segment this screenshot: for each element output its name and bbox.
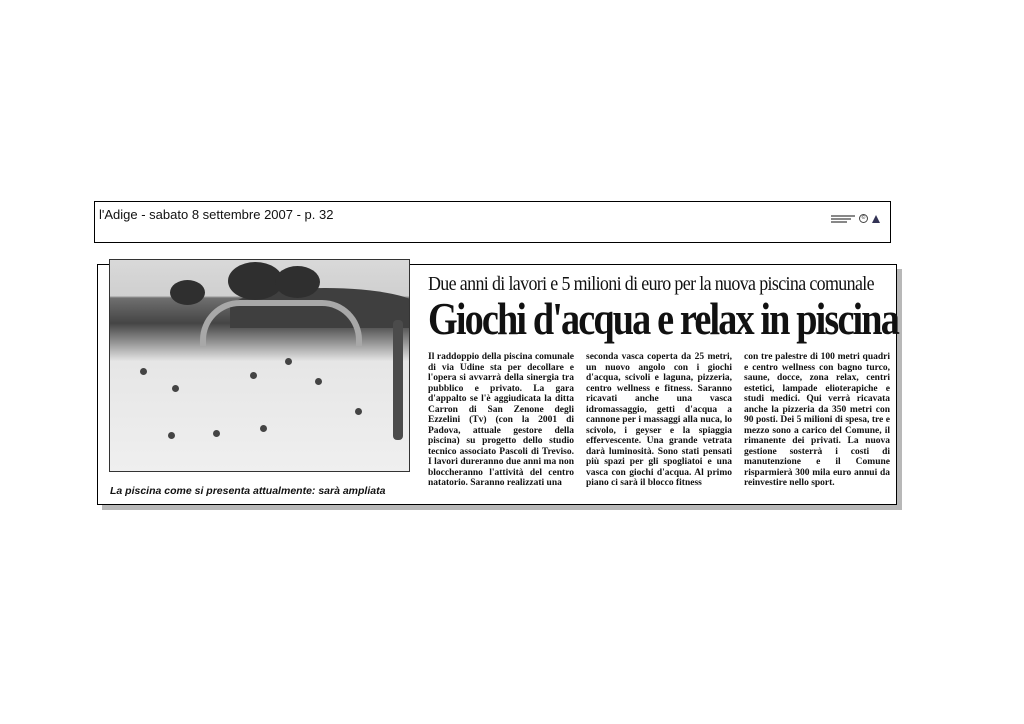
photo-caption: La piscina come si presenta attualmente: sarà ampliata <box>110 485 386 497</box>
source-header <box>94 201 891 243</box>
copyright-icon: © <box>859 214 868 223</box>
article-column-1 <box>428 352 574 489</box>
article-column-3 <box>744 352 890 489</box>
article-headline: Giochi d'acqua e relax in piscina <box>428 294 898 344</box>
article-column-2 <box>586 352 732 489</box>
article-column-text: con tre palestre di 100 metri quadri e centro wellness con bagno turco, saune, docce, zona relax, centri estetici, lampade elioterapiche e studi medici. Qui verrà ricavata anche la pizzeria da 350 metri con 90 posti. Dei 5 milioni di spesa, tre e mezzo sono a carico del Comune, il rimanente dei privati. La nuova gestione sosterrà i costi di manutenzione e il Comune risparmierà 300 mila euro annui da reinvestire nello sport. <box>744 352 890 488</box>
agency-logo-icon <box>872 215 880 223</box>
article-kicker: Due anni di lavori e 5 milioni di euro per la nuova piscina comunale <box>428 274 874 295</box>
fine-print-icon <box>831 215 855 223</box>
article-column-text: Il raddoppio della piscina comunale di via Udine sta per decollare e l'opera si avvarrà della sinergia tra pubblico e privato. La gara d'appalto se l'è aggiudicata la ditta Carron di San Zenone degli Ezzelini (Tv) (con la 2001 di Padova, attuale gestore della piscina) su progetto dello studio tecnico associato Pascoli di Treviso. I lavori dureranno due anni ma non bloccheranno l'attività del centro natatorio. Saranno realizzati una <box>428 352 574 488</box>
pool-photo <box>109 259 410 472</box>
article-column-text: seconda vasca coperta da 25 metri, un nuovo angolo con i giochi d'acqua, scivoli e laguna, pizzeria, centro wellness e fitness. Saranno ricavati anche una vasca idromassaggio, getti d'acqua a cannone per i massaggi alla nuca, lo scivolo, i geyser e la spiaggia effervescente. Una grande vetrata darà luminosità. Sono stati pensati più spazi per gli spogliatoi e una vasca con giochi d'acqua. Al primo piano ci sarà il blocco fitness <box>586 352 732 488</box>
agency-mark <box>831 214 880 223</box>
source-line: l'Adige - sabato 8 settembre 2007 - p. 32 <box>99 207 334 222</box>
article-clipping <box>97 264 897 505</box>
